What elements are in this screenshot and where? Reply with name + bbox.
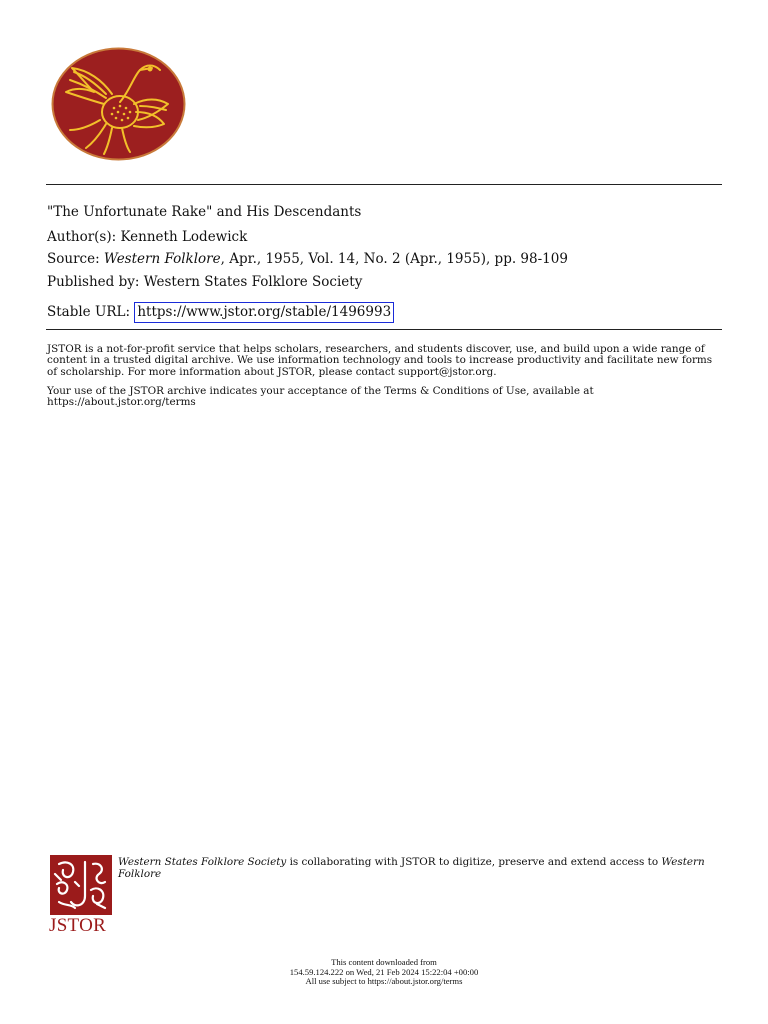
journal-name: Western Folklore — [103, 251, 221, 267]
middle-divider — [46, 329, 722, 330]
article-author-line — [47, 229, 247, 246]
download-line-3: All use subject to https://about.jstor.org/terms — [305, 976, 463, 987]
article-source-line — [47, 251, 568, 268]
download-line-1: This content downloaded from — [331, 957, 437, 967]
stable-url-line — [47, 302, 394, 323]
collab-publisher: Western States Folklore Society — [118, 856, 287, 868]
publisher-name: Western States Folklore Society — [143, 274, 363, 290]
article-title: "The Unfortunate Rake" and His Descendants — [47, 204, 362, 220]
article-publisher-line — [47, 274, 362, 291]
download-line-2: 154.59.124.222 on Wed, 21 Feb 2024 15:22:04 +00:00 — [289, 966, 479, 977]
source-label: Source: — [47, 251, 100, 267]
author-name: Kenneth Lodewick — [120, 229, 248, 245]
bird-seal-icon — [50, 46, 187, 162]
publisher-label: Published by: — [47, 274, 140, 290]
stable-url-label: Stable URL: — [47, 304, 131, 320]
collaboration-statement — [118, 856, 718, 880]
terms-notice-paragraph: Your use of the JSTOR archive indicates your acceptance of the Terms & Conditions of Use, available at https://about.jstor.org/terms — [47, 385, 594, 409]
author-label: Author(s): — [47, 229, 117, 245]
jstor-notice-paragraph: JSTOR is a not-for-profit service that helps scholars, researchers, and students discover, use, and build upon a wide range of content in a trusted digital archive. We use information technology and tools to increase productivity and facilitate new forms of scholarship. For more information about JSTOR, please contact support@jstor.org. — [47, 343, 713, 378]
jstor-logo-text: JSTOR — [49, 915, 107, 936]
stable-url-link[interactable]: https://www.jstor.org/stable/1496993 — [134, 302, 394, 323]
top-divider — [46, 184, 722, 185]
collab-journal: Western Folklore — [118, 856, 705, 880]
source-details: , Apr., 1955, Vol. 14, No. 2 (Apr., 1955), pp. 98-109 — [220, 251, 568, 267]
collab-text: is collaborating with JSTOR to digitize, preserve and extend access to — [286, 856, 662, 868]
download-info — [0, 958, 768, 987]
